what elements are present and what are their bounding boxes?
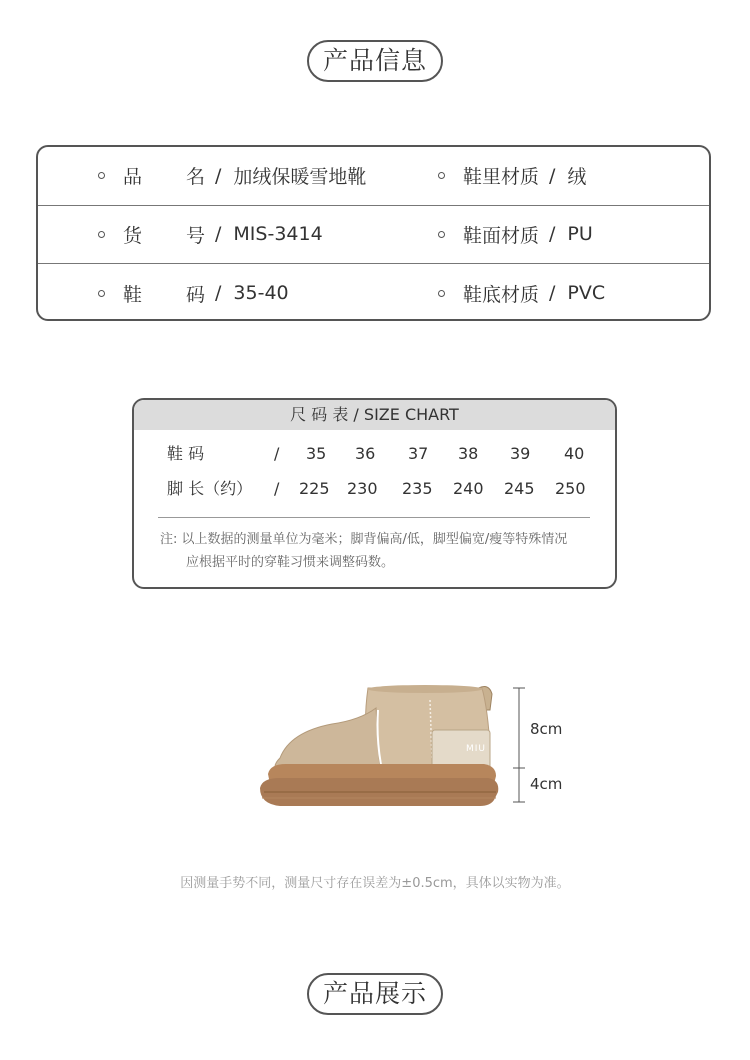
size-row-label: 脚 长（约） [167, 479, 253, 498]
product-info-title: 产品信息 [307, 40, 443, 82]
info-value: MIS-3414 [233, 223, 323, 246]
bullet-icon [438, 290, 445, 297]
size-cell: 37 [408, 444, 429, 463]
boot-image [250, 680, 580, 820]
note-line-1: 注: 以上数据的测量单位为毫米；脚背偏高/低，脚型偏宽/瘦等特殊情况 [160, 532, 568, 547]
info-row-sku [38, 206, 709, 265]
size-chart [132, 398, 617, 589]
length-cell: 240 [453, 479, 484, 498]
boot-illustration [250, 680, 580, 820]
length-cell: 230 [347, 479, 378, 498]
bullet-icon [438, 231, 445, 238]
length-cell: 245 [504, 479, 535, 498]
product-display-title: 产品展示 [307, 973, 443, 1015]
separator: / [215, 282, 222, 305]
size-row-foot-length [134, 477, 615, 501]
info-label: 鞋面材质 [463, 224, 540, 247]
note-line-2: 应根据平时的穿鞋习惯来调整码数。 [186, 555, 395, 570]
sole-height-label: 4cm [530, 775, 563, 793]
dimension-lines [508, 686, 530, 806]
size-cell: 40 [564, 444, 585, 463]
info-label: 品名 [123, 166, 205, 189]
bullet-icon [438, 172, 445, 179]
info-value: PVC [567, 282, 606, 305]
separator: / [274, 479, 280, 498]
size-cell: 38 [458, 444, 479, 463]
size-chart-title: 尺 码 表 / SIZE CHART [134, 400, 615, 430]
size-row-label: 鞋 码 [167, 444, 205, 463]
separator: / [215, 223, 222, 246]
size-cell: 39 [510, 444, 531, 463]
info-value: 35-40 [233, 282, 289, 305]
bullet-icon [98, 290, 105, 297]
info-row-name [38, 147, 709, 206]
size-chart-divider [158, 517, 590, 518]
separator: / [549, 223, 556, 246]
info-row-size [38, 264, 709, 321]
info-value: 绒 [567, 166, 587, 189]
length-cell: 250 [555, 479, 586, 498]
separator: / [274, 444, 280, 463]
size-chart-note [160, 528, 567, 574]
size-row-sizes [134, 442, 615, 466]
size-cell: 36 [355, 444, 376, 463]
brand-text: MIU MIU [466, 744, 510, 754]
separator: / [549, 282, 556, 305]
separator: / [549, 164, 556, 187]
bullet-icon [98, 172, 105, 179]
info-value: PU [567, 223, 593, 246]
separator: / [215, 164, 222, 187]
info-label: 鞋码 [123, 283, 205, 306]
length-cell: 235 [402, 479, 433, 498]
info-label: 鞋里材质 [463, 166, 540, 189]
shaft-height-label: 8cm [530, 720, 563, 738]
measurement-disclaimer: 因测量手势不同，测量尺寸存在误差为±0.5cm，具体以实物为准。 [180, 876, 570, 891]
info-value: 加绒保暖雪地靴 [233, 166, 367, 189]
size-cell: 35 [306, 444, 327, 463]
info-label: 货号 [123, 224, 205, 247]
length-cell: 225 [299, 479, 330, 498]
info-label: 鞋底材质 [463, 283, 540, 306]
bullet-icon [98, 231, 105, 238]
product-info-table [36, 145, 711, 321]
